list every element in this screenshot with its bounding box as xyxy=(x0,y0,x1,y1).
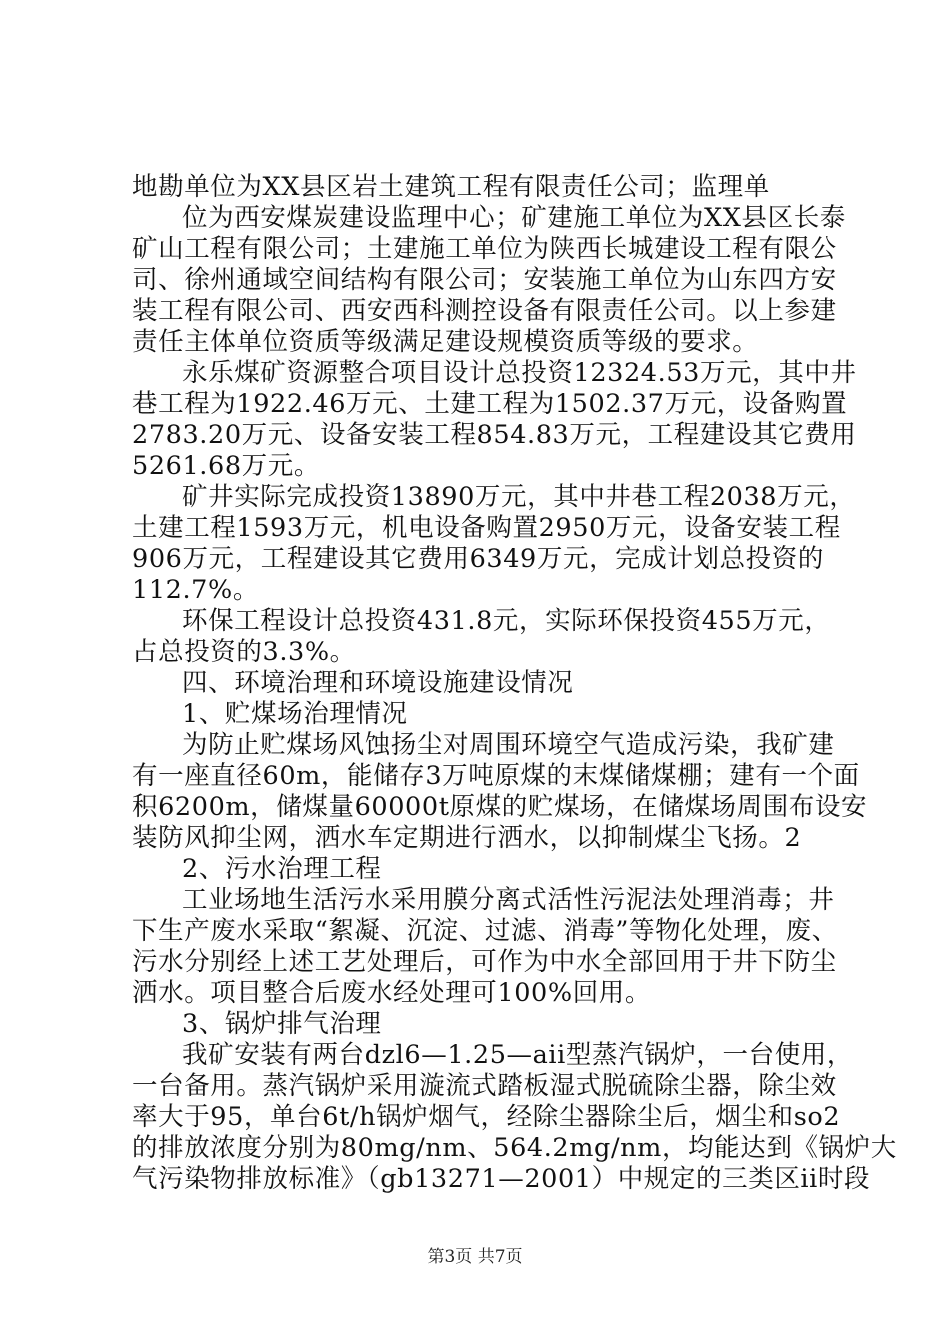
text-line: 环保工程设计总投资431.8元，实际环保投资455万元， xyxy=(182,606,831,636)
text-line: 2、污水治理工程 xyxy=(182,854,382,884)
text-line: 装工程有限公司、西安西科测控设备有限责任公司。以上参建 xyxy=(132,296,837,326)
text-line: 占总投资的3.3%。 xyxy=(132,637,356,667)
text-line: 洒水。项目整合后废水经处理可100%回用。 xyxy=(132,978,652,1008)
text-line: 5261.68万元。 xyxy=(132,451,320,481)
text-line: 为防止贮煤场风蚀扬尘对周围环境空气造成污染，我矿建 xyxy=(182,730,835,760)
text-line: 巷工程为1922.46万元、土建工程为1502.37万元，设备购置 xyxy=(132,389,848,419)
text-line: 1、贮煤场治理情况 xyxy=(182,699,408,729)
text-line: 土建工程1593万元，机电设备购置2950万元，设备安装工程 xyxy=(132,513,841,543)
text-line: 积6200m，储煤量60000t原煤的贮煤场，在储煤场周围布设安 xyxy=(132,792,868,822)
text-line: 司、徐州通域空间结构有限公司；安装施工单位为山东四方安 xyxy=(132,265,837,295)
text-line: 3、锅炉排气治理 xyxy=(182,1009,382,1039)
text-line: 一台备用。蒸汽锅炉采用漩流式踏板湿式脱硫除尘器，除尘效 xyxy=(132,1071,837,1101)
text-line: 永乐煤矿资源整合项目设计总投资12324.53万元，其中井 xyxy=(182,358,857,388)
text-line: 矿山工程有限公司；土建施工单位为陕西长城建设工程有限公 xyxy=(132,234,837,264)
text-line: 有一座直径60m，能储存3万吨原煤的末煤储煤棚；建有一个面 xyxy=(132,761,860,791)
text-line: 的排放浓度分别为80mg/nm、564.2mg/nm，均能达到《锅炉大 xyxy=(132,1133,897,1163)
text-line: 112.7%。 xyxy=(132,575,259,605)
text-line: 矿井实际完成投资13890万元，其中井巷工程2038万元， xyxy=(182,482,856,512)
page-number-footer: 第3页 共7页 xyxy=(427,1247,523,1267)
text-line: 装防风抑尘网，洒水车定期进行洒水，以抑制煤尘飞扬。2 xyxy=(132,823,802,853)
text-line: 2783.20万元、设备安装工程854.83万元，工程建设其它费用 xyxy=(132,420,857,450)
text-line: 906万元，工程建设其它费用6349万元，完成计划总投资的 xyxy=(132,544,824,574)
document-body xyxy=(132,172,897,1195)
text-line: 四、环境治理和环境设施建设情况 xyxy=(182,668,574,698)
text-line: 工业场地生活污水采用膜分离式活性污泥法处理消毒；井 xyxy=(182,885,835,915)
text-line: 污水分别经上述工艺处理后，可作为中水全部回用于井下防尘 xyxy=(132,947,837,977)
text-line: 率大于95，单台6t/h锅炉烟气，经除尘器除尘后，烟尘和so2 xyxy=(132,1102,841,1132)
text-line: 我矿安装有两台dzl6—1.25—aii型蒸汽锅炉，一台使用， xyxy=(182,1040,854,1070)
text-line: 位为西安煤炭建设监理中心；矿建施工单位为XX县区长泰 xyxy=(182,203,846,233)
text-line: 责任主体单位资质等级满足建设规模资质等级的要求。 xyxy=(132,327,759,357)
text-line: 地勘单位为XX县区岩土建筑工程有限责任公司；监理单 xyxy=(132,172,770,202)
text-line: 气污染物排放标准》（gb13271—2001）中规定的三类区ii时段 xyxy=(132,1164,871,1194)
text-line: 下生产废水采取“絮凝、沉淀、过滤、消毒”等物化处理，废、 xyxy=(132,916,838,946)
